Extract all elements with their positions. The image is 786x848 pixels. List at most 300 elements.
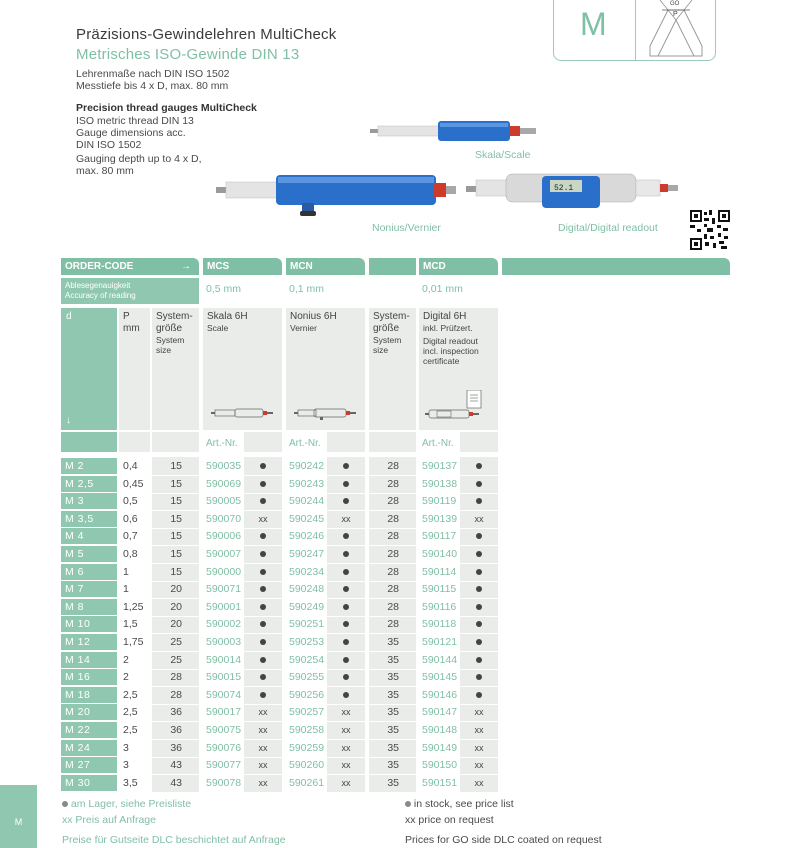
row-avail-mcs — [244, 775, 282, 792]
in-stock-dot-icon — [476, 639, 482, 645]
blank-header-bar — [502, 258, 730, 275]
accuracy-mcs: 0,5 mm — [206, 283, 242, 295]
row-pitch: 3,5 — [123, 777, 138, 789]
sys1-de1: System- — [156, 311, 193, 322]
col-header-d — [61, 308, 117, 430]
row-pitch: 0,5 — [123, 495, 138, 507]
row-avail-mcs — [244, 616, 282, 633]
in-stock-dot-icon — [476, 692, 482, 698]
row-art-mcs: 590070 — [206, 513, 242, 525]
row-avail-mcs — [244, 704, 282, 721]
legend-xx-de: xx Preis auf Anfrage — [62, 814, 156, 826]
row-avail-mcd — [460, 458, 498, 475]
row-avail-mcn — [327, 511, 365, 528]
row-art-mcs: 590003 — [206, 636, 242, 648]
row-thread-label: M 16 — [61, 669, 117, 686]
vernier-gauge-icon — [294, 408, 356, 420]
in-stock-dot-icon — [476, 481, 482, 487]
subheader-sys2 — [369, 432, 416, 452]
en-title: Precision thread gauges MultiCheck — [76, 102, 257, 114]
in-stock-dot-icon — [260, 692, 266, 698]
in-stock-dot-icon — [476, 551, 482, 557]
row-pitch: 0,8 — [123, 548, 138, 560]
row-system-size-1: 28 — [170, 671, 182, 683]
digital-gauge-image — [466, 170, 678, 216]
in-stock-dot-icon — [476, 657, 482, 663]
row-pitch: 0,7 — [123, 530, 138, 542]
row-avail-mcs — [244, 740, 282, 757]
row-avail-mcn — [327, 493, 365, 510]
row-system-size-1: 36 — [170, 706, 182, 718]
row-avail-mcs — [244, 722, 282, 739]
row-system-size-2: 28 — [387, 548, 399, 560]
row-art-mcn: 590248 — [289, 583, 325, 595]
price-on-request-mark: xx — [474, 760, 484, 770]
row-system-size-2: 28 — [387, 460, 399, 472]
row-system-size-1: 20 — [170, 618, 182, 630]
row-art-mcs: 590005 — [206, 495, 242, 507]
sys2-en2: size — [373, 345, 389, 355]
row-system-size-2: 35 — [387, 759, 399, 771]
row-avail-mcn — [327, 669, 365, 686]
row-system-size-1: 15 — [170, 478, 182, 490]
in-stock-dot-icon — [343, 586, 349, 592]
row-thread-label: M 10 — [61, 616, 117, 633]
subheader-sys1 — [152, 432, 199, 452]
in-stock-dot-icon — [343, 674, 349, 680]
sys2-de2: größe — [373, 323, 400, 334]
col-header-sys1 — [152, 308, 199, 430]
in-stock-dot-icon — [260, 639, 266, 645]
mcn-name: Nonius 6H — [290, 311, 337, 322]
mcd-name: Digital 6H — [423, 311, 467, 322]
row-avail-mcs — [244, 493, 282, 510]
row-art-mcs: 590007 — [206, 548, 242, 560]
row-system-size-1: 25 — [170, 654, 182, 666]
in-stock-dot-icon — [260, 674, 266, 680]
col-header-mcd — [419, 308, 498, 430]
row-system-size-2: 28 — [387, 513, 399, 525]
row-art-mcn: 590253 — [289, 636, 325, 648]
price-on-request-mark: xx — [341, 725, 351, 735]
row-system-size-1: 25 — [170, 636, 182, 648]
in-stock-dot-icon — [343, 533, 349, 539]
col-header-p — [119, 308, 150, 430]
row-avail-mcn — [327, 687, 365, 704]
row-art-mcd: 590121 — [422, 636, 458, 648]
row-avail-mcn — [327, 634, 365, 651]
price-on-request-mark: xx — [474, 725, 484, 735]
row-system-size-2: 35 — [387, 742, 399, 754]
row-art-mcn: 590244 — [289, 495, 325, 507]
legend-stock-en — [405, 798, 514, 810]
scale-gauge-image — [370, 118, 540, 144]
row-avail-mcd — [460, 652, 498, 669]
row-avail-mcd — [460, 564, 498, 581]
in-stock-dot-icon — [260, 533, 266, 539]
row-divider — [119, 792, 498, 793]
row-art-mcd: 590116 — [422, 601, 457, 613]
col-header-sys2 — [369, 308, 416, 430]
row-pitch: 1,25 — [123, 601, 144, 613]
row-art-mcd: 590148 — [422, 724, 458, 736]
row-avail-mcd — [460, 687, 498, 704]
accuracy-mcn: 0,1 mm — [289, 283, 325, 295]
price-on-request-mark: xx — [258, 725, 268, 735]
legend-stock-de-text: am Lager, siehe Preisliste — [70, 798, 192, 810]
row-pitch: 2,5 — [123, 689, 138, 701]
row-art-mcn: 590242 — [289, 460, 325, 472]
row-system-size-2: 28 — [387, 478, 399, 490]
row-avail-mcs — [244, 458, 282, 475]
row-system-size-2: 35 — [387, 654, 399, 666]
row-art-mcd: 590151 — [422, 777, 458, 789]
in-stock-dot-icon — [260, 551, 266, 557]
row-avail-mcs — [244, 546, 282, 563]
row-avail-mcd — [460, 546, 498, 563]
row-avail-mcn — [327, 599, 365, 616]
in-stock-dot-icon — [343, 551, 349, 557]
row-avail-mcs — [244, 599, 282, 616]
row-pitch: 2 — [123, 671, 129, 683]
row-avail-mcd — [460, 704, 498, 721]
price-on-request-mark: xx — [341, 778, 351, 788]
row-avail-mcd — [460, 493, 498, 510]
row-system-size-2: 35 — [387, 689, 399, 701]
row-system-size-2: 28 — [387, 618, 399, 630]
row-pitch: 1,5 — [123, 618, 138, 630]
price-on-request-mark: xx — [341, 514, 351, 524]
row-art-mcs: 590074 — [206, 689, 242, 701]
row-thread-label: M 22 — [61, 722, 117, 739]
row-avail-mcs — [244, 528, 282, 545]
row-art-mcn: 590257 — [289, 706, 325, 718]
in-stock-dot-icon — [260, 604, 266, 610]
digital-display-value: 52.1 — [554, 184, 574, 193]
section-letter: M — [580, 6, 607, 42]
legend-xx-en: xx price on request — [405, 814, 494, 826]
legend-stock-de — [62, 798, 191, 810]
row-art-mcs: 590015 — [206, 671, 242, 683]
row-avail-mcs — [244, 511, 282, 528]
row-system-size-2: 35 — [387, 671, 399, 683]
row-system-size-1: 36 — [170, 724, 182, 736]
row-art-mcn: 590254 — [289, 654, 325, 666]
row-art-mcs: 590077 — [206, 759, 242, 771]
accuracy-mcd: 0,01 mm — [422, 283, 463, 295]
sys1-en1: System — [156, 335, 185, 345]
subheader-mcs-avail — [244, 432, 282, 452]
row-art-mcd: 590147 — [422, 706, 458, 718]
row-thread-label: M 18 — [61, 687, 117, 704]
row-art-mcd: 590117 — [422, 530, 457, 542]
mcd-name-en3: certificate — [423, 356, 460, 366]
row-avail-mcd — [460, 722, 498, 739]
row-avail-mcn — [327, 722, 365, 739]
row-art-mcs: 590071 — [206, 583, 242, 595]
price-on-request-mark: xx — [474, 778, 484, 788]
arrow-right-icon: → — [181, 261, 191, 272]
group-code-mcs: MCS — [203, 258, 282, 275]
in-stock-dot-icon — [476, 498, 482, 504]
row-pitch: 0,6 — [123, 513, 138, 525]
row-avail-mcs — [244, 757, 282, 774]
price-on-request-mark: xx — [258, 743, 268, 753]
qr-code-icon[interactable] — [690, 210, 730, 250]
accuracy-label — [61, 278, 199, 304]
in-stock-dot-icon — [260, 586, 266, 592]
row-system-size-2: 35 — [387, 724, 399, 736]
row-system-size-1: 15 — [170, 566, 182, 578]
row-avail-mcs — [244, 652, 282, 669]
row-art-mcd: 590138 — [422, 478, 458, 490]
row-avail-mcd — [460, 757, 498, 774]
in-stock-dot-icon — [260, 463, 266, 469]
row-art-mcs: 590000 — [206, 566, 242, 578]
subheader-mcd-avail — [460, 432, 498, 452]
row-system-size-1: 36 — [170, 742, 182, 754]
legend-dlc-de: Preise für Gutseite DLC beschichtet auf Anfrage — [62, 834, 286, 846]
row-art-mcn: 590258 — [289, 724, 325, 736]
row-avail-mcs — [244, 476, 282, 493]
row-art-mcd: 590137 — [422, 460, 458, 472]
row-system-size-1: 15 — [170, 513, 182, 525]
row-art-mcn: 590260 — [289, 759, 325, 771]
price-on-request-mark: xx — [258, 514, 268, 524]
row-system-size-1: 43 — [170, 777, 182, 789]
row-system-size-1: 43 — [170, 759, 182, 771]
row-avail-mcd — [460, 740, 498, 757]
row-system-size-1: 15 — [170, 495, 182, 507]
row-system-size-2: 28 — [387, 530, 399, 542]
section-divider — [635, 0, 636, 61]
group-code-mcd: MCD — [419, 258, 498, 275]
art-nr-mcs: Art.-Nr. — [206, 438, 238, 449]
row-avail-mcd — [460, 634, 498, 651]
row-system-size-1: 20 — [170, 601, 182, 613]
row-avail-mcs — [244, 634, 282, 651]
row-avail-mcn — [327, 652, 365, 669]
row-art-mcs: 590001 — [206, 601, 242, 613]
in-stock-dot-icon — [476, 533, 482, 539]
price-on-request-mark: xx — [258, 760, 268, 770]
digital-label: Digital/Digital readout — [558, 222, 658, 234]
row-pitch: 1 — [123, 583, 129, 595]
in-stock-dot-icon — [343, 657, 349, 663]
row-art-mcn: 590259 — [289, 742, 325, 754]
row-system-size-2: 28 — [387, 583, 399, 595]
price-on-request-mark: xx — [341, 743, 351, 753]
in-stock-dot-icon — [476, 621, 482, 627]
in-stock-dot-icon — [343, 569, 349, 575]
thread-profile-icon — [640, 0, 712, 58]
row-avail-mcd — [460, 476, 498, 493]
row-system-size-2: 28 — [387, 495, 399, 507]
row-pitch: 1 — [123, 566, 129, 578]
row-thread-label: M 4 — [61, 528, 117, 545]
col-header-mcs — [203, 308, 282, 430]
row-thread-label: M 3,5 — [61, 511, 117, 528]
row-avail-mcs — [244, 669, 282, 686]
row-art-mcd: 590144 — [422, 654, 458, 666]
row-avail-mcn — [327, 704, 365, 721]
row-pitch: 2,5 — [123, 706, 138, 718]
in-stock-dot-icon — [343, 639, 349, 645]
mcn-name-en: Vernier — [290, 323, 317, 333]
row-system-size-1: 15 — [170, 530, 182, 542]
accuracy-label-de: Ablesegenauigkeit — [65, 281, 131, 290]
price-on-request-mark: xx — [341, 707, 351, 717]
row-art-mcd: 590139 — [422, 513, 458, 525]
digital-gauge-icon — [425, 390, 487, 420]
row-avail-mcs — [244, 564, 282, 581]
row-art-mcs: 590035 — [206, 460, 242, 472]
row-thread-label: M 20 — [61, 704, 117, 721]
price-on-request-mark: xx — [474, 514, 484, 524]
group-code-blank — [369, 258, 416, 275]
row-avail-mcn — [327, 775, 365, 792]
accuracy-label-en: Accuracy of reading — [65, 291, 136, 300]
row-avail-mcd — [460, 775, 498, 792]
sys2-en1: System — [373, 335, 402, 345]
row-avail-mcn — [327, 564, 365, 581]
in-stock-dot-icon — [476, 569, 482, 575]
price-on-request-mark: xx — [474, 743, 484, 753]
row-art-mcn: 590245 — [289, 513, 325, 525]
legend-stock-en-text: in stock, see price list — [413, 798, 514, 810]
row-art-mcd: 590114 — [422, 566, 457, 578]
side-tab-letter: M — [0, 785, 37, 848]
in-stock-dot-icon — [476, 674, 482, 680]
scale-label: Skala/Scale — [475, 149, 531, 161]
row-art-mcd: 590150 — [422, 759, 458, 771]
row-avail-mcd — [460, 616, 498, 633]
row-system-size-1: 15 — [170, 460, 182, 472]
mcd-name-extra: inkl. Prüfzert. — [423, 323, 473, 333]
row-avail-mcn — [327, 740, 365, 757]
sys2-de1: System- — [373, 311, 410, 322]
en-line-5: max. 80 mm — [76, 165, 134, 177]
legend-dlc-en: Prices for GO side DLC coated on request — [405, 834, 602, 846]
subheader-p — [119, 432, 150, 452]
row-art-mcs: 590069 — [206, 478, 242, 490]
row-thread-label: M 2,5 — [61, 476, 117, 493]
order-code-label: ORDER-CODE — [65, 261, 134, 272]
row-avail-mcn — [327, 528, 365, 545]
row-art-mcd: 590119 — [422, 495, 457, 507]
row-thread-label: M 3 — [61, 493, 117, 510]
price-on-request-mark: xx — [258, 778, 268, 788]
stock-dot-icon-en — [405, 801, 411, 807]
row-thread-label: M 12 — [61, 634, 117, 651]
in-stock-dot-icon — [343, 481, 349, 487]
en-line-2: Gauge dimensions acc. — [76, 127, 186, 139]
en-line-3: DIN ISO 1502 — [76, 139, 142, 151]
row-avail-mcs — [244, 687, 282, 704]
row-system-size-2: 35 — [387, 777, 399, 789]
p-label: P — [673, 11, 678, 18]
row-thread-label: M 27 — [61, 757, 117, 774]
page-subtitle: Metrisches ISO-Gewinde DIN 13 — [76, 46, 300, 63]
row-art-mcn: 590251 — [289, 618, 325, 630]
in-stock-dot-icon — [343, 463, 349, 469]
de-line-1: Lehrenmaße nach DIN ISO 1502 — [76, 68, 230, 80]
row-system-size-2: 35 — [387, 706, 399, 718]
in-stock-dot-icon — [343, 498, 349, 504]
row-avail-mcd — [460, 599, 498, 616]
stock-dot-icon — [62, 801, 68, 807]
art-nr-mcd: Art.-Nr. — [422, 438, 454, 449]
col-p-unit: mm — [123, 323, 140, 334]
row-pitch: 2 — [123, 654, 129, 666]
price-on-request-mark: xx — [341, 760, 351, 770]
price-on-request-mark: xx — [474, 707, 484, 717]
row-avail-mcd — [460, 669, 498, 686]
row-art-mcn: 590255 — [289, 671, 325, 683]
row-system-size-1: 20 — [170, 583, 182, 595]
row-art-mcs: 590076 — [206, 742, 242, 754]
row-art-mcd: 590149 — [422, 742, 458, 754]
en-line-4: Gauging depth up to 4 x D, — [76, 153, 202, 165]
row-art-mcn: 590246 — [289, 530, 325, 542]
row-art-mcd: 590146 — [422, 689, 458, 701]
col-d-label: d — [66, 311, 72, 322]
row-pitch: 0,4 — [123, 460, 138, 472]
row-thread-label: M 2 — [61, 458, 117, 475]
row-art-mcn: 590256 — [289, 689, 325, 701]
row-thread-label: M 8 — [61, 599, 117, 616]
row-art-mcs: 590014 — [206, 654, 242, 666]
row-avail-mcn — [327, 458, 365, 475]
mcs-name-en: Scale — [207, 323, 229, 333]
row-thread-label: M 7 — [61, 581, 117, 598]
row-art-mcn: 590234 — [289, 566, 325, 578]
row-art-mcn: 590261 — [289, 777, 325, 789]
in-stock-dot-icon — [343, 621, 349, 627]
price-on-request-mark: xx — [258, 707, 268, 717]
sys1-en2: size — [156, 345, 172, 355]
in-stock-dot-icon — [343, 692, 349, 698]
row-avail-mcd — [460, 581, 498, 598]
row-pitch: 0,45 — [123, 478, 144, 490]
row-thread-label: M 5 — [61, 546, 117, 563]
de-line-2: Messtiefe bis 4 x D, max. 80 mm — [76, 80, 229, 92]
subheader-mcn-avail — [327, 432, 365, 452]
in-stock-dot-icon — [260, 657, 266, 663]
in-stock-dot-icon — [476, 463, 482, 469]
row-art-mcn: 590249 — [289, 601, 325, 613]
page-title: Präzisions-Gewindelehren MultiCheck — [76, 26, 337, 43]
mcd-name-en2: incl. inspection — [423, 346, 479, 356]
row-thread-label: M 6 — [61, 564, 117, 581]
row-art-mcd: 590118 — [422, 618, 457, 630]
in-stock-dot-icon — [260, 481, 266, 487]
scale-gauge-icon — [211, 408, 273, 418]
row-system-size-1: 15 — [170, 548, 182, 560]
in-stock-dot-icon — [476, 586, 482, 592]
group-code-mcn: MCN — [286, 258, 365, 275]
sys1-de2: größe — [156, 323, 183, 334]
subheader-d — [61, 432, 117, 452]
art-nr-mcn: Art.-Nr. — [289, 438, 321, 449]
vernier-label: Nonius/Vernier — [372, 222, 441, 234]
row-art-mcn: 590247 — [289, 548, 325, 560]
row-avail-mcd — [460, 511, 498, 528]
row-system-size-2: 35 — [387, 636, 399, 648]
mcs-name: Skala 6H — [207, 311, 248, 322]
row-avail-mcn — [327, 476, 365, 493]
row-system-size-2: 28 — [387, 601, 399, 613]
